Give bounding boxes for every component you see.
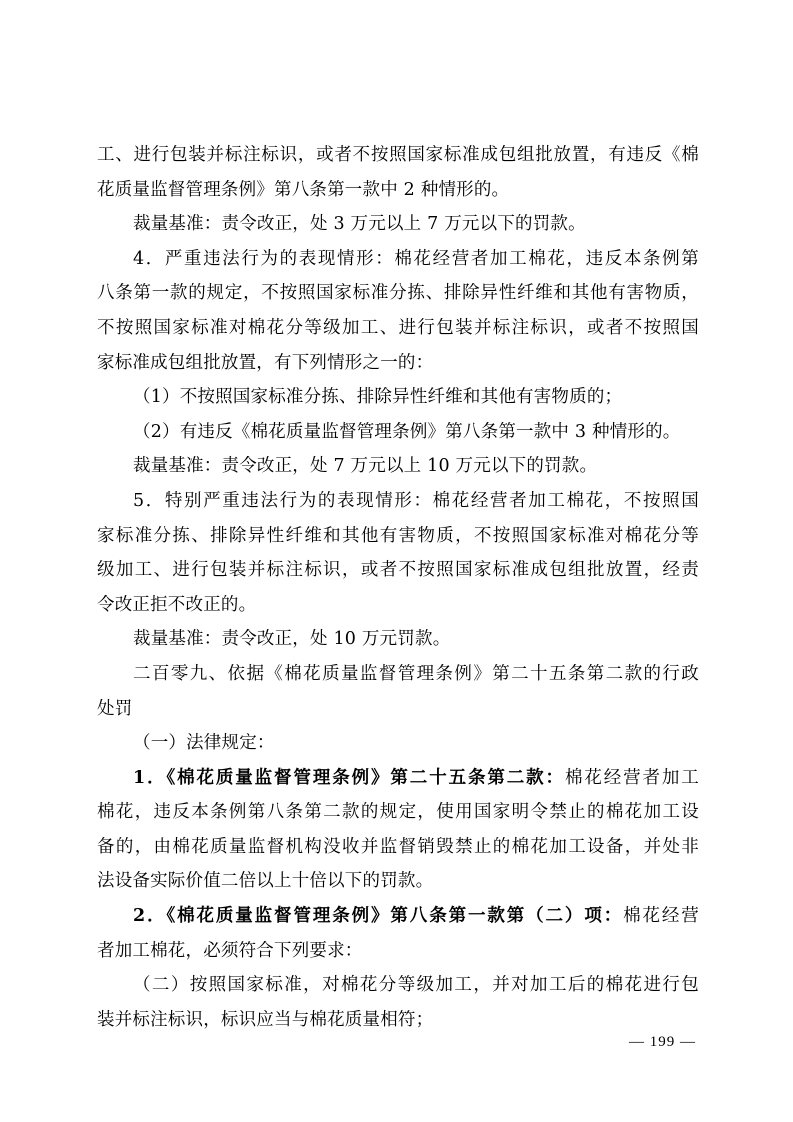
page-number: — 199 — [629, 1034, 696, 1050]
text-line: 二百零九、依据《棉花质量监督管理条例》第二十五条第二款的行政 [133, 663, 699, 684]
text-line: 4．严重违法行为的表现情形：棉花经营者加工棉花，违反本条例第 [133, 248, 699, 269]
bold-citation: 2．《棉花质量监督管理条例》第八条第一款第（二）项： [133, 906, 624, 927]
text-line-with-bold [97, 899, 699, 934]
text-line: 裁量基准：责令改正，处 3 万元以上 7 万元以下的罚款。 [133, 214, 586, 235]
text-line: 八条第一款的规定，不按照国家标准分拣、排除异性纤维和其他有害物质， [97, 283, 699, 304]
document-body [97, 138, 699, 1037]
text-line: （2）有违反《棉花质量监督管理条例》第八条第一款中 3 种情形的。 [133, 421, 681, 442]
text-line: 装并标注标识，标识应当与棉花质量相符； [97, 1009, 434, 1030]
bold-citation: 1．《棉花质量监督管理条例》第二十五条第二款： [133, 767, 565, 788]
text-line: 工、进行包装并标注标识，或者不按照国家标准成包组批放置，有违反《棉 [97, 145, 699, 165]
text-line-with-bold [97, 761, 699, 796]
text-line: 5．特别严重违法行为的表现情形：棉花经营者加工棉花，不按照国 [133, 490, 699, 511]
text-line: 令改正拒不改正的。 [97, 594, 257, 615]
text-run: 棉花经营者加工 [564, 767, 699, 788]
text-line: 花质量监督管理条例》第八条第一款中 2 种情形的。 [97, 179, 510, 200]
text-line: 者加工棉花，必须符合下列要求： [97, 940, 363, 961]
text-line: 处罚 [97, 698, 133, 719]
text-line: 棉花，违反本条例第八条第二款的规定，使用国家明令禁止的棉花加工设 [97, 802, 699, 823]
text-line: 裁量基准：责令改正，处 10 万元罚款。 [133, 629, 451, 650]
text-line: 备的，由棉花质量监督机构没收并监督销毁禁止的棉花加工设备，并处非 [97, 836, 699, 857]
text-line: 家标准成包组批放置，有下列情形之一的： [97, 352, 434, 373]
text-run: 棉花经营 [623, 906, 700, 927]
text-line: 裁量基准：责令改正，处 7 万元以上 10 万元以下的罚款。 [133, 456, 598, 477]
text-line: 法设备实际价值二倍以上十倍以下的罚款。 [97, 871, 434, 892]
text-line: （1）不按照国家标准分拣、排除异性纤维和其他有害物质的； [133, 387, 623, 408]
text-line: 不按照国家标准对棉花分等级加工、进行包装并标注标识，或者不按照国 [97, 317, 699, 338]
text-line: 家标准分拣、排除异性纤维和其他有害物质，不按照国家标准对棉花分等 [97, 525, 699, 546]
text-line: （一）法律规定： [133, 733, 275, 754]
text-line: 级加工、进行包装并标注标识，或者不按照国家标准成包组批放置，经责 [97, 560, 699, 581]
text-line: （二）按照国家标准，对棉花分等级加工，并对加工后的棉花进行包 [133, 975, 699, 996]
